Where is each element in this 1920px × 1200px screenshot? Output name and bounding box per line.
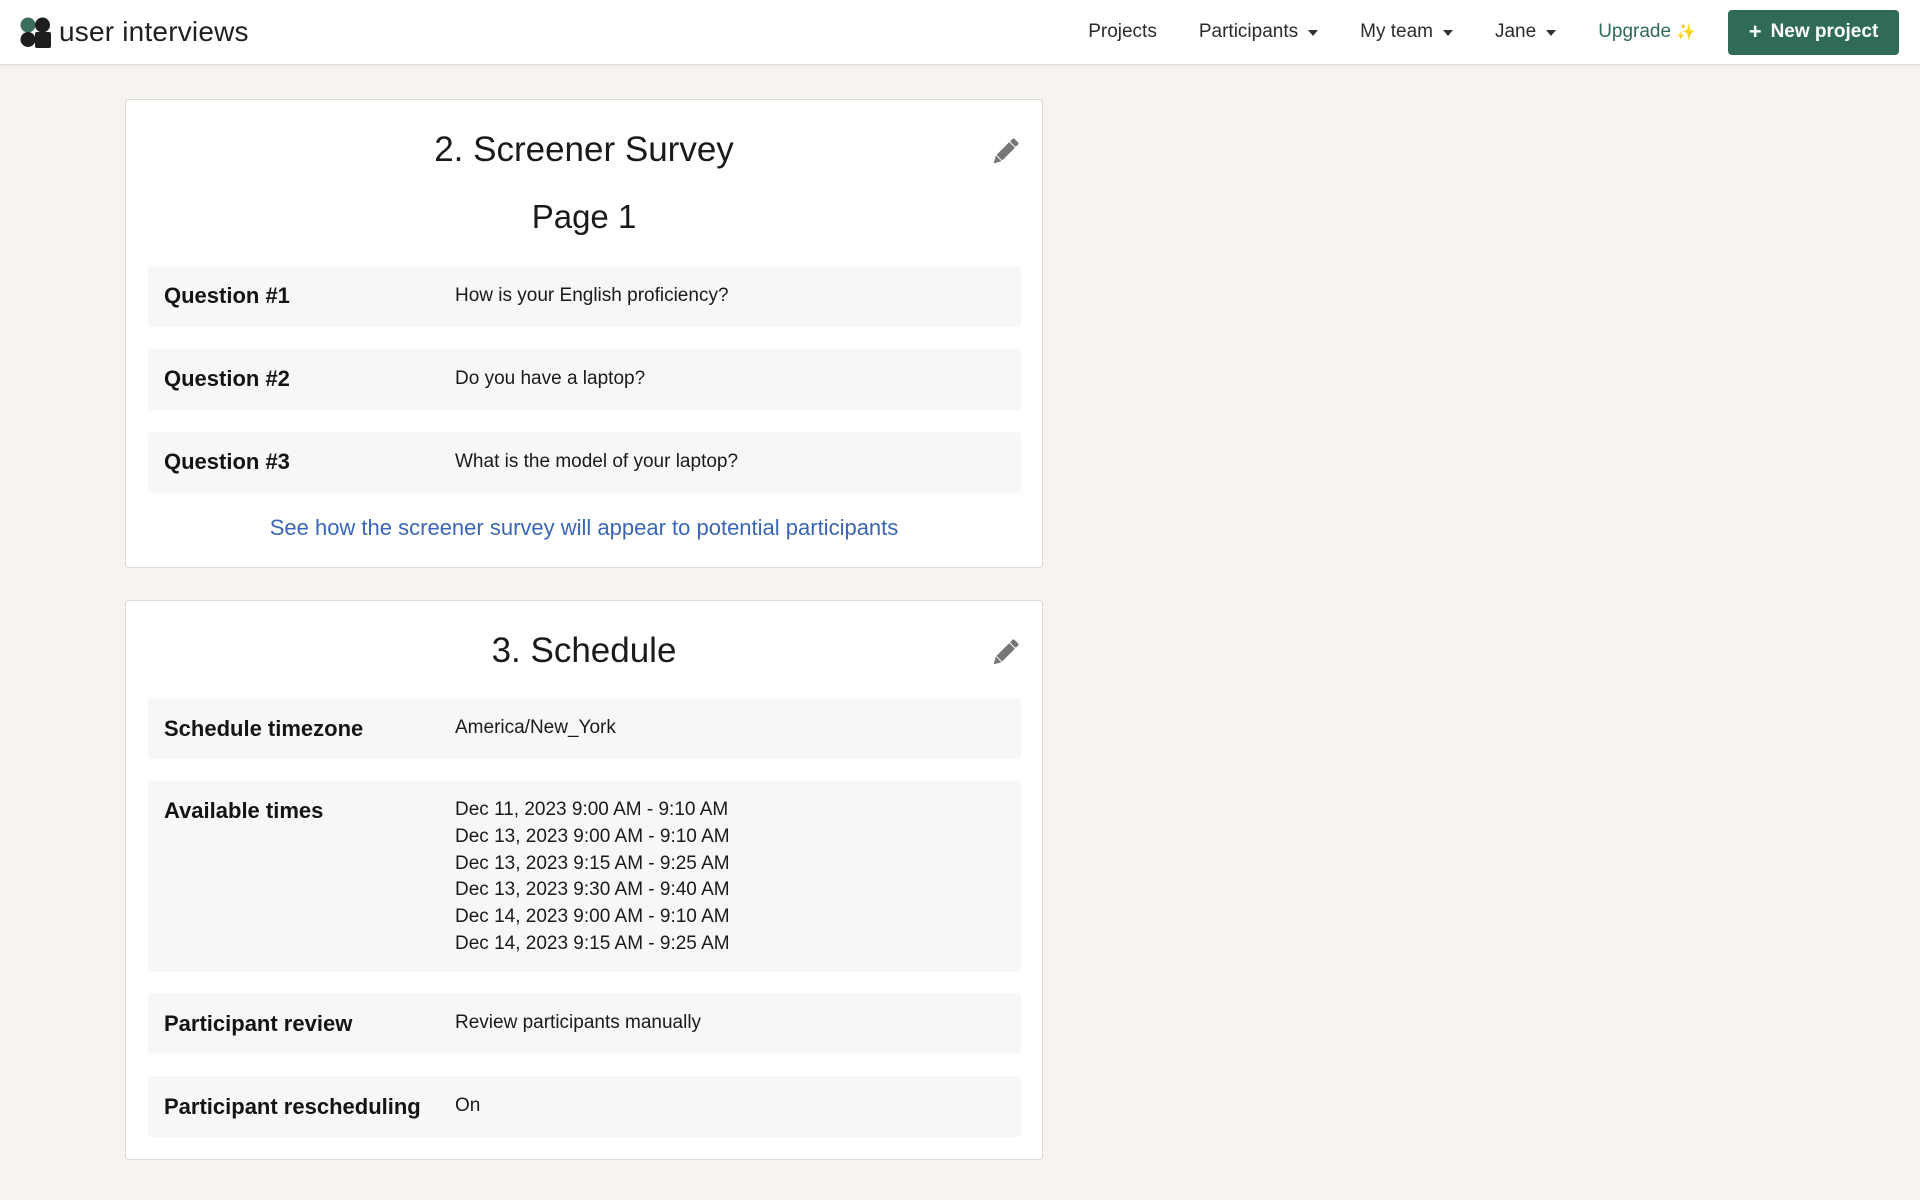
new-project-label: New project [1770,21,1879,42]
time-slot: Dec 14, 2023 9:00 AM - 9:10 AM [455,906,730,928]
question-text: How is your English proficiency? [455,285,729,306]
nav-user-dropdown[interactable] [1495,21,1556,43]
time-slot: Dec 13, 2023 9:30 AM - 9:40 AM [455,879,730,901]
nav-participants-dropdown[interactable] [1199,21,1318,43]
available-times-list [455,797,730,958]
question-label: Question #3 [164,449,290,474]
participant-rescheduling-value: On [455,1095,481,1116]
nav-upgrade-label: Upgrade [1598,21,1672,42]
logo-mark-icon [20,17,51,48]
schedule-card [125,600,1043,1160]
nav-user-label: Jane [1494,21,1537,42]
schedule-timezone-row [148,698,1021,759]
main-nav [1088,0,1920,64]
logo-text: user interviews [59,16,249,47]
plus-icon: + [1748,19,1762,44]
caret-down-icon [1308,30,1318,36]
participant-rescheduling-row [148,1076,1021,1137]
nav-participants-label: Participants [1198,21,1299,42]
question-label: Question #1 [164,283,290,308]
participant-review-row [148,993,1021,1054]
page-label: Page 1 [531,198,637,235]
participant-rescheduling-label: Participant rescheduling [164,1094,421,1119]
pencil-icon[interactable] [988,636,1022,670]
question-row [148,266,1021,327]
time-slot: Dec 11, 2023 9:00 AM - 9:10 AM [455,799,729,820]
top-nav-bar [0,0,1920,65]
nav-projects-label: Projects [1088,21,1157,42]
nav-my-team-dropdown[interactable] [1360,21,1453,43]
time-slot: Dec 13, 2023 9:00 AM - 9:10 AM [455,825,730,847]
pencil-icon[interactable] [988,135,1022,169]
caret-down-icon [1443,30,1453,36]
logo[interactable] [20,14,249,50]
caret-down-icon [1546,30,1556,36]
available-times-row [148,781,1021,972]
question-label: Question #2 [164,366,290,391]
nav-upgrade-link[interactable] [1598,21,1696,43]
timezone-label: Schedule timezone [164,716,364,741]
question-row [148,349,1021,410]
section-title: 2. Screener Survey [434,130,734,169]
nav-my-team-label: My team [1360,21,1433,42]
question-text: Do you have a laptop? [455,368,646,389]
available-times-label: Available times [164,798,324,823]
new-project-button[interactable] [1728,10,1899,55]
section-title: 3. Schedule [491,631,677,670]
question-row [148,432,1021,493]
time-slot: Dec 13, 2023 9:15 AM - 9:25 AM [455,852,730,874]
sparkle-icon: ✨ [1676,24,1696,41]
time-slot: Dec 14, 2023 9:15 AM - 9:25 AM [455,932,730,954]
participant-review-label: Participant review [164,1011,353,1036]
participant-review-value: Review participants manually [455,1012,702,1033]
screener-survey-card [125,99,1043,568]
timezone-value: America/New_York [455,717,616,738]
question-text: What is the model of your laptop? [455,451,739,472]
nav-projects[interactable] [1088,21,1157,43]
screener-preview-link[interactable]: See how the screener survey will appear to potential participants [269,515,899,540]
